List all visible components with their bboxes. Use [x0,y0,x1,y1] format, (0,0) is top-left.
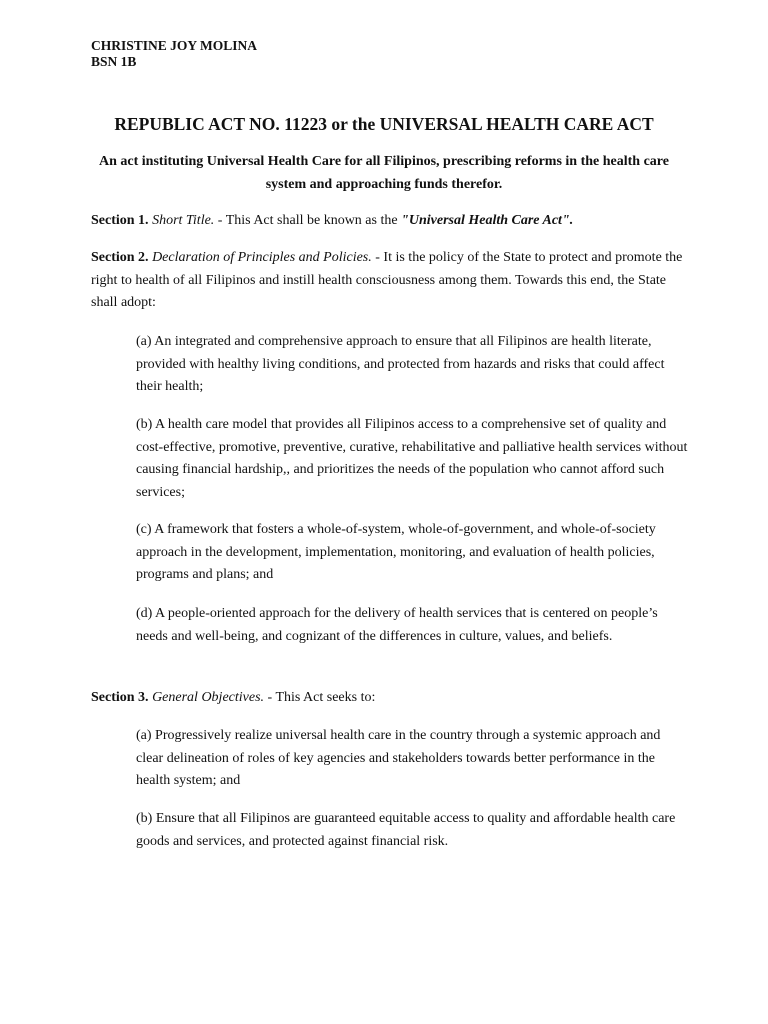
list-item: (b) Ensure that all Filipinos are guaranteed equitable access to quality and affordable health care goods and services, and protected against financial risk. [136,811,676,849]
section-text: - This Act shall be known as the [214,213,402,228]
list-item: (b) A health care model that provides all Filipinos access to a comprehensive set of quality and cost-effective, promotive, preventive, curative, rehabilitative and palliative health services without causing financial hardship,, and prioritizes the needs of the population who cannot afford such services; [136,417,688,500]
list-item: (c) A framework that fosters a whole-of-system, whole-of-government, and whole-of-society approach in the development, implementation, monitoring, and evaluation of health policies, programs and plans; and [136,522,656,582]
list-item: (a) An integrated and comprehensive approach to ensure that all Filipinos are health literate, provided with healthy living conditions, and protected from hazards and risks that could affect their health; [136,334,665,394]
section-text: - This Act seeks to: [264,690,376,705]
course-label: BSN 1B [91,54,137,69]
section-number: Section 2. [91,250,149,265]
section-heading: Short Title. [152,213,215,228]
list-item: (d) A people-oriented approach for the delivery of health services that is centered on people’s needs and well-being, and cognizant of the differences in culture, values, and beliefs. [136,606,658,644]
section-emphasis: "Universal Health Care Act". [401,213,574,228]
document-title: REPUBLIC ACT NO. 11223 or the UNIVERSAL HEALTH CARE ACT [114,114,654,134]
list-item: (a) Progressively realize universal health care in the country through a systemic approach and clear delineation of roles of key agencies and stakeholders towards better performance in the health system; and [136,728,661,788]
section-heading: General Objectives. [152,690,265,705]
section-number: Section 3. [91,690,149,705]
document-subtitle: An act instituting Universal Health Care for all Filipinos, prescribing reforms in the health care system and approaching funds therefor. [99,154,669,192]
section-number: Section 1. [91,213,149,228]
section-1 [91,210,691,233]
section-heading: Declaration of Principles and Policies. [152,250,372,265]
section-text: - It is the policy of the State to protect and promote the right to health of all Filipinos and instill health consciousness among them. Towards this end, the State shall adopt: [91,250,683,310]
section-2 [91,247,691,315]
section-3 [91,687,691,710]
document-header [91,38,257,70]
author-name: CHRISTINE JOY MOLINA [91,38,258,53]
